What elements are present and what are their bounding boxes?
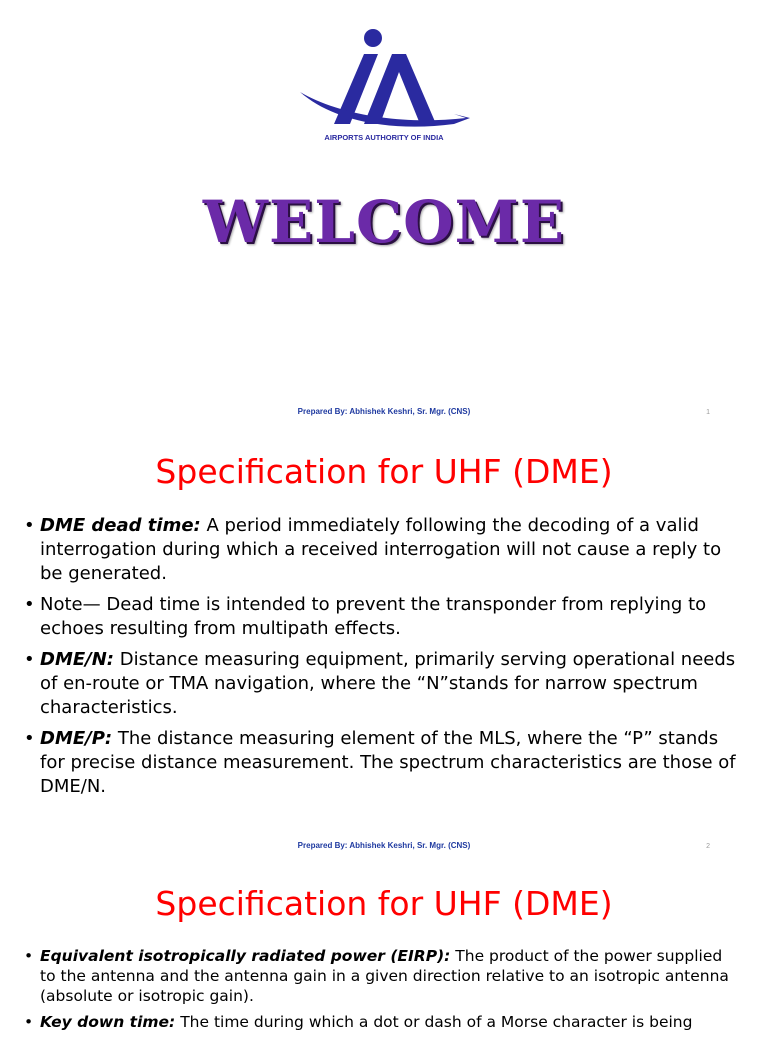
bullet-item (22, 593, 742, 641)
bullet-icon: • (24, 594, 35, 615)
bullet-text: Distance measuring equipment, primarily serving operational needs of en-route or TMA navigation, where the “N”stands for narrow spectrum characteristics. (40, 649, 736, 718)
bullet-text: The distance measuring element of the MLS, where the “P” stands for precise distance measurement. The spectrum characteristics are those of DME/N. (40, 728, 736, 797)
bullet-term: Key down time: (40, 1013, 176, 1031)
slide-1-page-number: 1 (706, 409, 710, 416)
bullet-icon: • (24, 515, 35, 536)
slide-2-bullet-list (22, 514, 742, 806)
slide-1-footer: Prepared By: Abhishek Keshri, Sr. Mgr. (CNS) (297, 407, 471, 416)
slide-2 (0, 432, 768, 864)
bullet-term: DME dead time: (40, 515, 201, 536)
slide-2-title: Specification for UHF (DME) (155, 452, 613, 491)
bullet-item (22, 648, 742, 720)
slide-2-footer: Prepared By: Abhishek Keshri, Sr. Mgr. (CNS) (297, 841, 471, 850)
slide-3-bullet-list (22, 946, 742, 1038)
bullet-item (22, 946, 742, 1006)
bullet-icon: • (24, 947, 34, 965)
welcome-heading: WELCOME (202, 188, 566, 256)
bullet-item (22, 1012, 742, 1032)
bullet-item (22, 514, 742, 586)
bullet-term: DME/P: (40, 728, 113, 749)
bullet-text: The product of the power supplied to the antenna and the antenna gain in a given direction relative to an isotropic antenna (absolute or isotropic gain). (40, 947, 729, 1005)
bullet-text: A period immediately following the decoding of a valid interrogation during which a received interrogation will not cause a reply to be generated. (40, 515, 722, 584)
slide-1 (0, 0, 768, 432)
bullet-icon: • (24, 649, 35, 670)
bullet-term: Equivalent isotropically radiated power (EIRP): (40, 947, 451, 965)
slide-3-title: Specification for UHF (DME) (155, 884, 613, 923)
bullet-term: DME/N: (40, 649, 114, 670)
slide-2-page-number: 2 (706, 843, 710, 850)
bullet-item (22, 727, 742, 799)
bullet-text: Note— Dead time is intended to prevent the transponder from replying to echoes resulting from multipath effects. (40, 594, 707, 639)
airports-authority-logo (294, 26, 474, 160)
slide-3 (0, 864, 768, 1031)
bullet-icon: • (24, 1013, 34, 1031)
bullet-icon: • (24, 728, 35, 749)
logo-a-right (364, 54, 436, 124)
logo-text: AIRPORTS AUTHORITY OF INDIA (324, 133, 444, 142)
logo-dot (364, 29, 382, 47)
bullet-text: The time during which a dot or dash of a Morse character is being (175, 1013, 693, 1031)
